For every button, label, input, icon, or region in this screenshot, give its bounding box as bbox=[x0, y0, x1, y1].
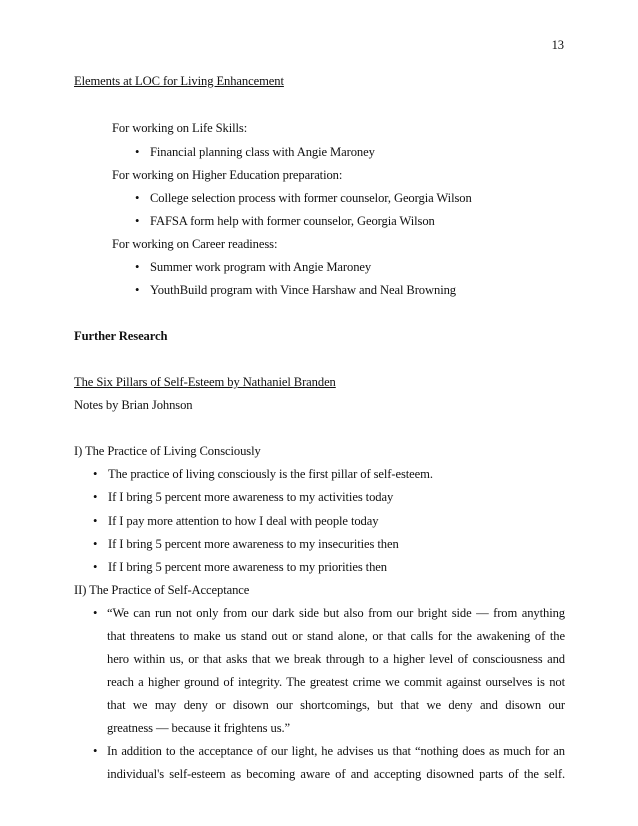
list-item: Financial planning class with Angie Maroney bbox=[150, 145, 375, 159]
bullet-icon: • bbox=[93, 744, 98, 758]
list-item: The practice of living consciously is the first pillar of self-esteem. bbox=[108, 467, 433, 481]
bullet-icon: • bbox=[93, 537, 98, 551]
bullet-icon: • bbox=[135, 214, 140, 228]
quote-line: that threatens to make us stand out or stand alone, or that calls for the awakening of the bbox=[107, 629, 565, 643]
bullet-icon: • bbox=[93, 514, 98, 528]
bullet-icon: • bbox=[135, 260, 140, 274]
bullet-icon: • bbox=[135, 145, 140, 159]
group-label-life-skills: For working on Life Skills: bbox=[112, 121, 248, 135]
list-item: If I bring 5 percent more awareness to my insecurities then bbox=[108, 537, 399, 551]
section2-title: II) The Practice of Self-Acceptance bbox=[74, 583, 250, 597]
bullet-icon: • bbox=[93, 467, 98, 481]
list-item: YouthBuild program with Vince Harshaw and Neal Browning bbox=[150, 283, 456, 297]
list-item: FAFSA form help with former counselor, Georgia Wilson bbox=[150, 214, 435, 228]
bullet-icon: • bbox=[93, 606, 98, 620]
notes-by: Notes by Brian Johnson bbox=[74, 398, 193, 412]
book-title: The Six Pillars of Self-Esteem by Nathaniel Branden bbox=[74, 375, 336, 389]
quote-line: reach a higher ground of integrity. The greatest crime we commit against ourselves is not bbox=[107, 675, 565, 689]
paragraph-line: individual's self-esteem as becoming aware of and accepting disowned parts of the self. bbox=[107, 767, 565, 781]
heading-further-research: Further Research bbox=[74, 329, 168, 343]
section1-title: I) The Practice of Living Consciously bbox=[74, 444, 261, 458]
bullet-icon: • bbox=[135, 283, 140, 297]
quote-line: that we may deny or disown our shortcomings, but that we deny and disown our bbox=[107, 698, 565, 712]
group-label-career-readiness: For working on Career readiness: bbox=[112, 237, 278, 251]
bullet-icon: • bbox=[93, 490, 98, 504]
list-item: If I bring 5 percent more awareness to my priorities then bbox=[108, 560, 387, 574]
quote-line: greatness — because it frightens us.” bbox=[107, 721, 291, 735]
bullet-icon: • bbox=[135, 191, 140, 205]
quote-line: hero within us, or that asks that we break through to a higher level of consciousness and bbox=[107, 652, 565, 666]
paragraph-line: In addition to the acceptance of our light, he advises us that “nothing does as much for an bbox=[107, 744, 565, 758]
list-item: College selection process with former counselor, Georgia Wilson bbox=[150, 191, 472, 205]
page-number: 13 bbox=[551, 38, 564, 52]
quote-line: “We can run not only from our dark side but also from our bright side — from anything bbox=[107, 606, 565, 620]
list-item: Summer work program with Angie Maroney bbox=[150, 260, 372, 274]
bullet-icon: • bbox=[93, 560, 98, 574]
list-item: If I bring 5 percent more awareness to my activities today bbox=[108, 490, 394, 504]
list-item: If I pay more attention to how I deal with people today bbox=[108, 514, 379, 528]
group-label-higher-education: For working on Higher Education preparation: bbox=[112, 168, 343, 182]
heading-elements: Elements at LOC for Living Enhancement bbox=[74, 74, 284, 88]
